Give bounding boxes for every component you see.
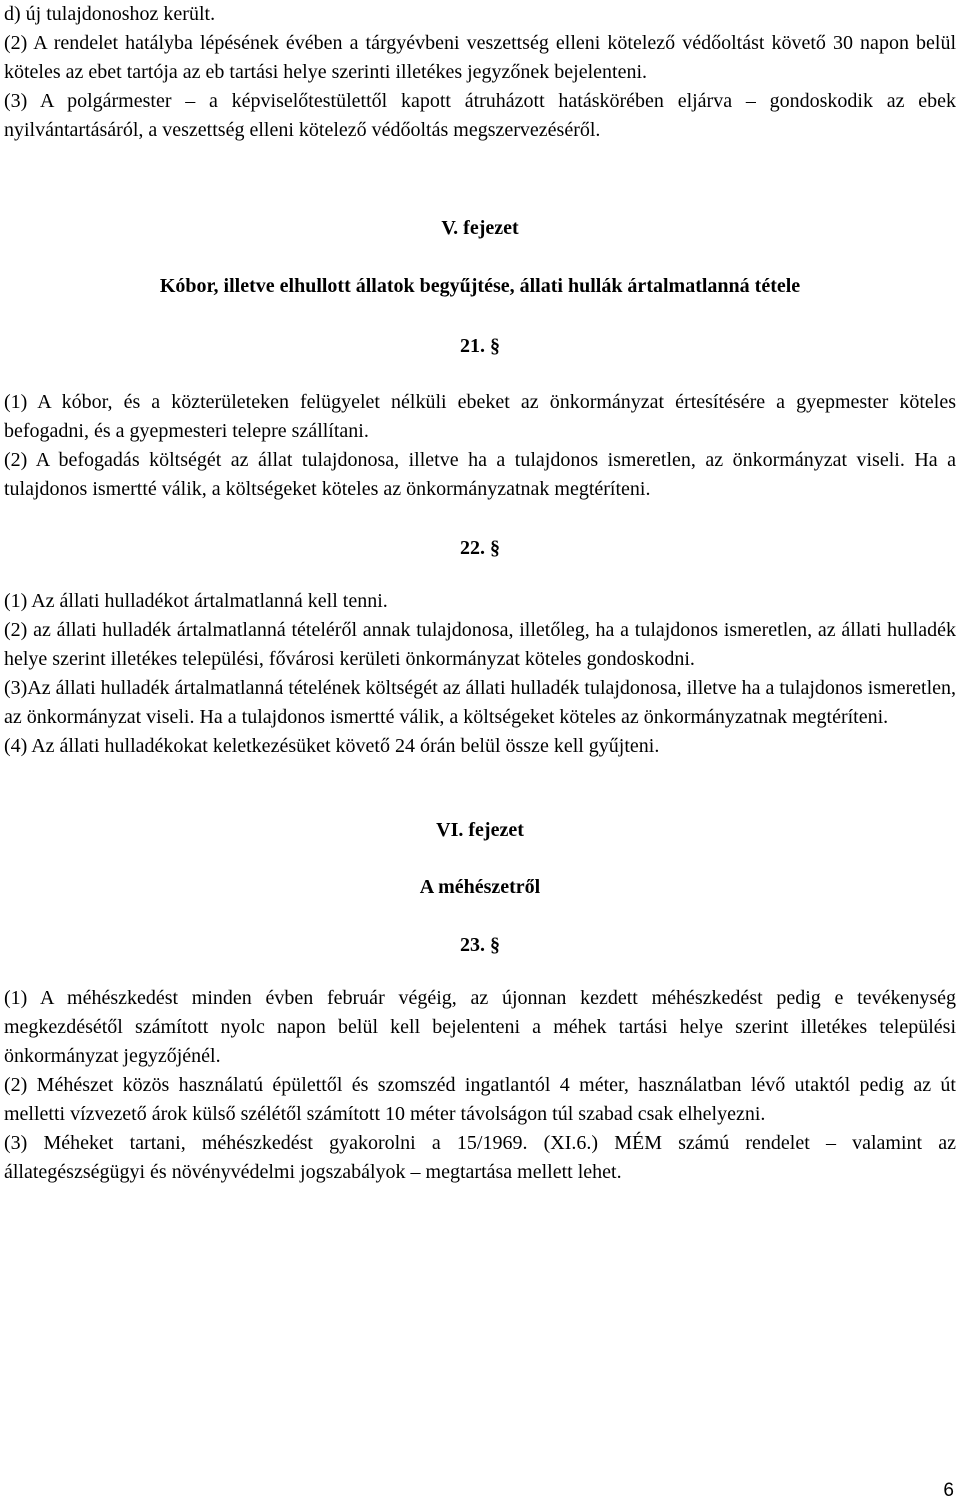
spacer [4,145,956,214]
section-21-number: 21. § [460,335,500,357]
section-21-paragraph-2: (2) A befogadás költségét az állat tulajdonosa, illetve ha a tulajdonos ismeretlen, az önkormányzat viseli. Ha a tulajdonos ismertté válik, a költségeket köteles az önkormányzatnak megtéríteni. [4,449,956,500]
section-22-paragraph-4: (4) Az állati hulladékokat keletkezésüket követő 24 órán belül össze kell gyűjteni. [4,735,660,757]
section-21-paragraph-1: (1) A kóbor, és a közterületeken felügyelet nélküli ebeket az önkormányzat értesítésére a gyepmester köteles befogadni, és a gyepmesteri telepre szállítani. [4,391,956,442]
paragraph-intro-2: (2) A rendelet hatályba lépésének évében a tárgyévbeni veszettség elleni kötelező védőoltást követő 30 napon belül köteles az ebet tartója az eb tartási helye szerinti illetékes jegyzőnek bejelenteni. [4,32,956,83]
spacer [4,504,956,534]
document-page [4,0,956,1187]
chapter-6-heading: VI. fejezet [436,819,524,841]
chapter-5-title: Kóbor, illetve elhullott állatok begyűjtése, állati hullák ártalmatlanná tétele [159,275,801,297]
section-22-paragraph-1: (1) Az állati hulladékot ártalmatlanná kell tenni. [4,590,388,612]
spacer [4,845,956,873]
spacer [4,902,956,931]
section-23-paragraph-1: (1) A méhészkedést minden évben február végéig, az újonnan kezdett méhészkedést pedig e tevékenység megkezdésétől számított nyolc napon belül kell bejelenteni a méhek tartási helye szerint illetékes települési önkormányzat jegyzőjénél. [4,987,956,1067]
section-22-paragraph-2: (2) az állati hulladék ártalmatlanná tételéről annak tulajdonosa, illetőleg, ha a tulajdonos ismeretlen, az állati hulladék helye szerint illetékes települési, fővárosi kerületi önkormányzat köteles gondoskodni. [4,619,956,670]
paragraph-intro-3: (3) A polgármester – a képviselőtestülettől kapott átruházott hatáskörében eljárva – gondoskodik az ebek nyilvántartásáról, a veszettség elleni kötelező védőoltás megszervezéséről. [4,90,956,141]
section-23-number: 23. § [460,934,500,956]
spacer [4,301,956,332]
list-item-d: d) új tulajdonoshoz került. [4,3,216,25]
spacer [4,761,956,816]
section-23-paragraph-3: (3) Méheket tartani, méhészkedést gyakorolni a 15/1969. (XI.6.) MÉM számú rendelet – valamint az állategészségügyi és növényvédelmi jogszabályok – megtartása mellett lehet. [4,1132,956,1183]
section-23-paragraph-2: (2) Méhészet közös használatú épülettől és szomszéd ingatlantól 4 méter, használatban lévő utaktól pedig az út melletti vízvezető árok külső szélétől számított 10 méter távolságon túl szabad csak elhelyezni. [4,1074,956,1125]
spacer [4,563,956,587]
section-22-number: 22. § [460,537,500,559]
chapter-5-heading: V. fejezet [441,217,519,239]
page-number: 6 [943,1480,954,1501]
chapter-6-title: A méhészetről [419,876,541,898]
spacer [4,960,956,984]
spacer [4,361,956,388]
section-22-paragraph-3: (3)Az állati hulladék ártalmatlanná tételének költségét az állati hulladék tulajdonosa, illetve ha a tulajdonos ismeretlen, az önkormányzat viseli. Ha a tulajdonos ismertté válik, a költségeket köteles az önkormányzatnak megtéríteni. [4,677,956,728]
spacer [4,243,956,272]
